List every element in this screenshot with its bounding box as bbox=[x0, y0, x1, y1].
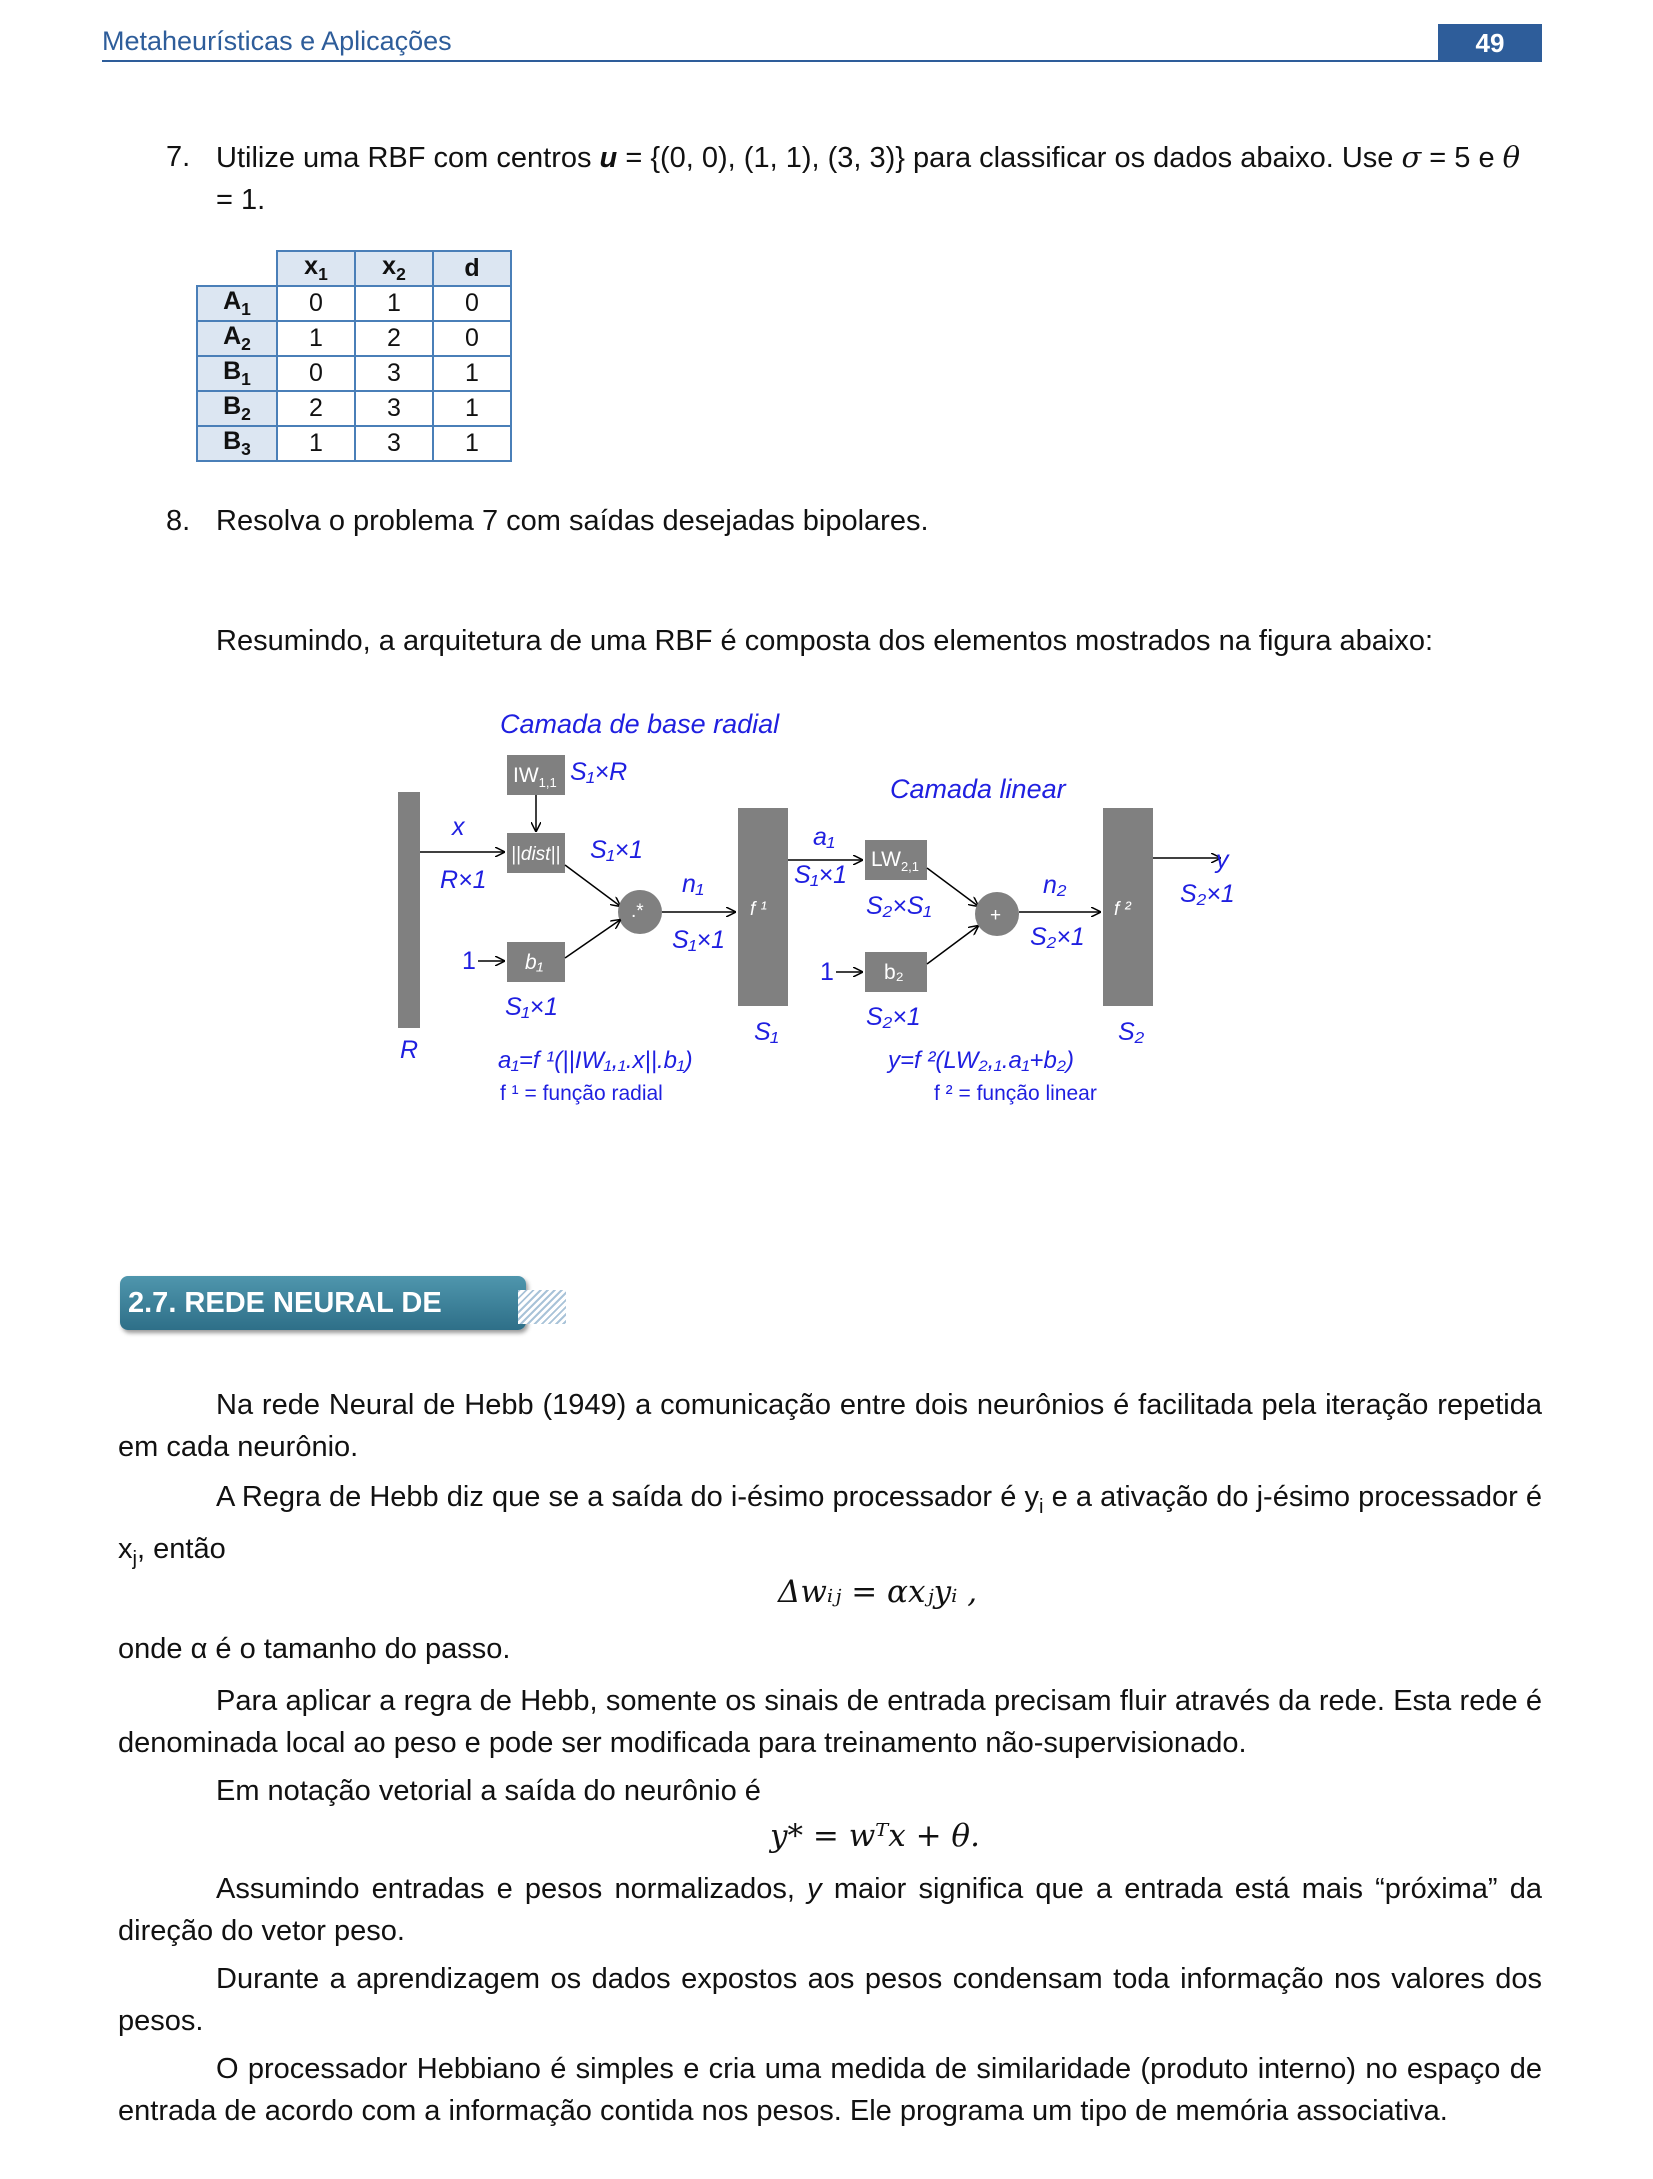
paragraph-vector-notation: Em notação vetorial a saída do neurônio é bbox=[216, 1775, 761, 1807]
iw-dim-label: S₁×R bbox=[570, 758, 628, 786]
table-corner bbox=[197, 251, 277, 286]
dist-to-mult-arrow bbox=[565, 865, 620, 906]
sum-symbol: + bbox=[990, 905, 1002, 926]
running-header-title: Metaheurísticas e Aplicações bbox=[102, 26, 452, 56]
table-row bbox=[197, 356, 511, 391]
exercise-7-text-end: = 1. bbox=[216, 184, 266, 216]
summary-text: Resumindo, a arquitetura de uma RBF é composta dos elementos mostrados na figura abaixo: bbox=[216, 625, 1434, 657]
exercise-7-text-mid: = {(0, 0), (1, 1), (3, 3)} para classificar os dados abaixo. Use bbox=[617, 142, 1402, 174]
s2-label: S₂ bbox=[1118, 1018, 1145, 1046]
b1-to-mult-arrow bbox=[565, 920, 620, 958]
input-x-label: x bbox=[452, 813, 465, 841]
exercise-7-sigma: σ bbox=[1401, 140, 1422, 174]
table-cell: 2 bbox=[277, 391, 355, 426]
f2-label: f ² bbox=[1114, 899, 1131, 920]
table-cell: 0 bbox=[277, 356, 355, 391]
b2-dim-label: S₂×1 bbox=[866, 1003, 921, 1031]
b2-to-sum-arrow bbox=[927, 926, 978, 964]
exercise-7-theta: θ bbox=[1502, 140, 1521, 174]
table-row-label: $B_2$ bbox=[197, 391, 277, 426]
s1-label: S₁ bbox=[754, 1018, 779, 1046]
paragraph-normalized: Assumindo entradas e pesos normalizados, y maior significa que a entrada está mais “próxima” da direção do vetor peso. bbox=[118, 1873, 1542, 1947]
section-heading-decoration bbox=[518, 1290, 566, 1324]
radial-layer-equation: a₁=f ¹(||IW₁,₁.x||.b₁) bbox=[498, 1047, 693, 1074]
table-header-d: d bbox=[433, 251, 511, 286]
a1-dim-label: S₁×1 bbox=[794, 861, 848, 889]
bias2-input-one: 1 bbox=[820, 958, 834, 986]
page-number: 49 bbox=[1438, 24, 1542, 62]
exercise-7-text-pre: Utilize uma RBF com centros bbox=[216, 142, 600, 174]
input-vector-bar bbox=[398, 792, 420, 1028]
linear-layer-equation: y=f ²(LW₂,₁.a₁+b₂) bbox=[888, 1047, 1074, 1074]
table-cell: 1 bbox=[433, 391, 511, 426]
exercise-7-text-mid2: = 5 e bbox=[1421, 142, 1503, 174]
table-cell: 3 bbox=[355, 356, 433, 391]
table-cell: 2 bbox=[355, 321, 433, 356]
table-row-label: $A_1$ bbox=[197, 286, 277, 321]
table-header-x1: $x_1$ bbox=[277, 251, 355, 286]
table-row bbox=[197, 286, 511, 321]
rbf-architecture-diagram bbox=[390, 700, 1270, 1120]
label-r: R bbox=[400, 1036, 419, 1064]
paragraph-step-size: onde α é o tamanho do passo. bbox=[118, 1633, 511, 1665]
b1-dim-label: S₁×1 bbox=[505, 993, 559, 1021]
section-heading-hebb: 2.7. REDE NEURAL DE HEBB bbox=[120, 1276, 526, 1330]
output-y-label: y bbox=[1216, 846, 1229, 874]
input-dim-label: R×1 bbox=[440, 866, 487, 894]
lw-dim-label: S₂×S₁ bbox=[866, 892, 932, 920]
table-cell: 0 bbox=[433, 321, 511, 356]
paragraph-hebb-intro: Na rede Neural de Hebb (1949) a comunicação entre dois neurônios é facilitada pela iteração repetida em cada neurônio. bbox=[118, 1389, 1542, 1463]
linear-layer-title: Camada linear bbox=[890, 774, 1066, 804]
a1-label: a₁ bbox=[813, 823, 835, 851]
n1-label: n₁ bbox=[682, 870, 704, 898]
radial-layer-title: Camada de base radial bbox=[500, 709, 780, 739]
bias1-input-one: 1 bbox=[462, 947, 476, 975]
linear-function-note: f ² = função linear bbox=[934, 1082, 1097, 1105]
dist-dim-label: S₁×1 bbox=[590, 836, 644, 864]
iw-label: $IW_{1,1}$ bbox=[513, 764, 557, 790]
paragraph-hebbian-processor: O processador Hebbiano é simples e cria uma medida de similaridade (produto interno) no espaço de entrada de acordo com a informação contida nos pesos. Ele programa um tipo de memória associativa. bbox=[118, 2053, 1542, 2127]
table-row bbox=[197, 426, 511, 461]
exercise-7-u: u bbox=[599, 142, 618, 174]
dist-label: ||dist|| bbox=[511, 844, 561, 865]
table-cell: 1 bbox=[355, 286, 433, 321]
exercise-8-text: Resolva o problema 7 com saídas desejadas bipolares. bbox=[216, 505, 929, 537]
lw-label: $LW_{2,1}$ bbox=[871, 848, 920, 874]
table-row-label: $B_1$ bbox=[197, 356, 277, 391]
b1-label: b₁ bbox=[525, 951, 544, 974]
header-rule bbox=[102, 60, 1542, 62]
product-symbol: .* bbox=[631, 901, 644, 922]
exercise-8-number: 8. bbox=[166, 505, 191, 537]
table-cell: 0 bbox=[433, 286, 511, 321]
data-table bbox=[196, 250, 512, 462]
table-cell: 1 bbox=[433, 356, 511, 391]
n2-label: n₂ bbox=[1043, 871, 1067, 899]
table-row bbox=[197, 391, 511, 426]
equation-hebb-update: Δwᵢⱼ = αxⱼyᵢ , bbox=[778, 1574, 978, 1610]
table-row bbox=[197, 321, 511, 356]
table-cell: 3 bbox=[355, 391, 433, 426]
table-cell: 3 bbox=[355, 426, 433, 461]
table-header-x2: $x_2$ bbox=[355, 251, 433, 286]
exercise-7-text bbox=[216, 136, 1542, 221]
paragraph-apply-rule: Para aplicar a regra de Hebb, somente os sinais de entrada precisam fluir através da rede. Esta rede é denominada local ao peso e pode ser modificada para treinamento não-supervisionado. bbox=[118, 1685, 1542, 1759]
paragraph-learning: Durante a aprendizagem os dados expostos aos pesos condensam toda informação nos valores dos pesos. bbox=[118, 1963, 1542, 2037]
paragraph-hebb-rule: A Regra de Hebb diz que se a saída do i-ésimo processador é $y_i$ e a ativação do j-ésimo processador é $x_j$, então bbox=[118, 1481, 1542, 1570]
table-row-label: $A_2$ bbox=[197, 321, 277, 356]
table-cell: 1 bbox=[433, 426, 511, 461]
n2-dim-label: S₂×1 bbox=[1030, 923, 1085, 951]
exercise-7-number: 7. bbox=[166, 141, 191, 173]
lw-to-sum-arrow bbox=[927, 868, 978, 906]
table-cell: 0 bbox=[277, 286, 355, 321]
table-cell: 1 bbox=[277, 321, 355, 356]
table-header-row bbox=[197, 251, 511, 286]
radial-function-note: f ¹ = função radial bbox=[500, 1082, 663, 1105]
n1-dim-label: S₁×1 bbox=[672, 926, 726, 954]
output-dim-label: S₂×1 bbox=[1180, 880, 1235, 908]
b2-label: b₂ bbox=[884, 961, 904, 984]
table-cell: 1 bbox=[277, 426, 355, 461]
f1-label: f ¹ bbox=[750, 899, 767, 920]
equation-neuron-output: y* = wᵀx + θ. bbox=[770, 1818, 980, 1854]
table-row-label: $B_3$ bbox=[197, 426, 277, 461]
